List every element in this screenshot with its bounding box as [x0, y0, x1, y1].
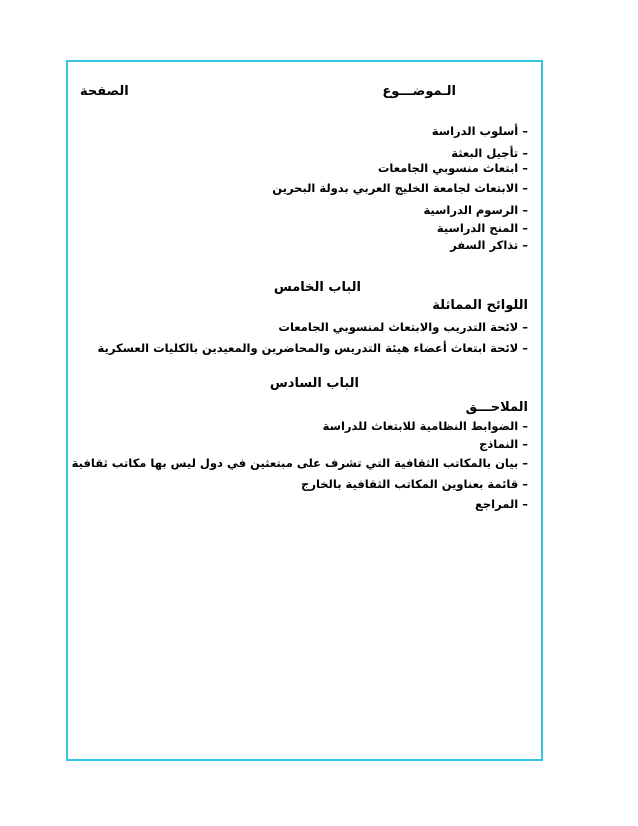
page-column-header: الصفحة: [80, 84, 129, 99]
chapter5-subtitle: اللوائح المماثلة: [432, 298, 528, 313]
toc-item: – المنح الدراسية: [436, 221, 528, 235]
toc-item: – لائحة ابتعاث أعضاء هيئة التدريس والمحاضرين والمعيدين بالكليات العسكرية: [97, 341, 528, 355]
toc-item: – ابتعاث منسوبي الجامعات: [377, 161, 528, 175]
toc-item: – الرسوم الدراسية: [423, 203, 528, 217]
toc-item: – تأجيل البعثة: [451, 146, 528, 160]
toc-item: – الابتعاث لجامعة الخليج العربي بدولة البحرين: [272, 181, 528, 195]
toc-item: – النماذج: [479, 437, 528, 451]
toc-item: – بيان بالمكاتب الثقافية التي تشرف على مبتعثين في دول ليس بها مكاتب ثقافية: [71, 456, 528, 470]
toc-item: – أسلوب الدراسة: [431, 124, 528, 138]
toc-item: – لائحة التدريب والابتعاث لمنسوبي الجامعات: [278, 320, 528, 334]
toc-item: – المراجع: [475, 497, 528, 511]
chapter6-title: الباب السادس: [269, 376, 359, 391]
subject-column-header: الـموضـــوع: [382, 84, 456, 99]
toc-item: – الضوابط النظامية للابتعاث للدراسة: [322, 419, 528, 433]
toc-item: – تذاكر السفر: [450, 238, 528, 252]
chapter6-subtitle: الملاحـــق: [465, 400, 528, 415]
chapter5-title: الباب الخامس: [273, 280, 361, 295]
toc-item: – قائمة بعناوين المكاتب الثقافية بالخارج: [301, 477, 528, 491]
